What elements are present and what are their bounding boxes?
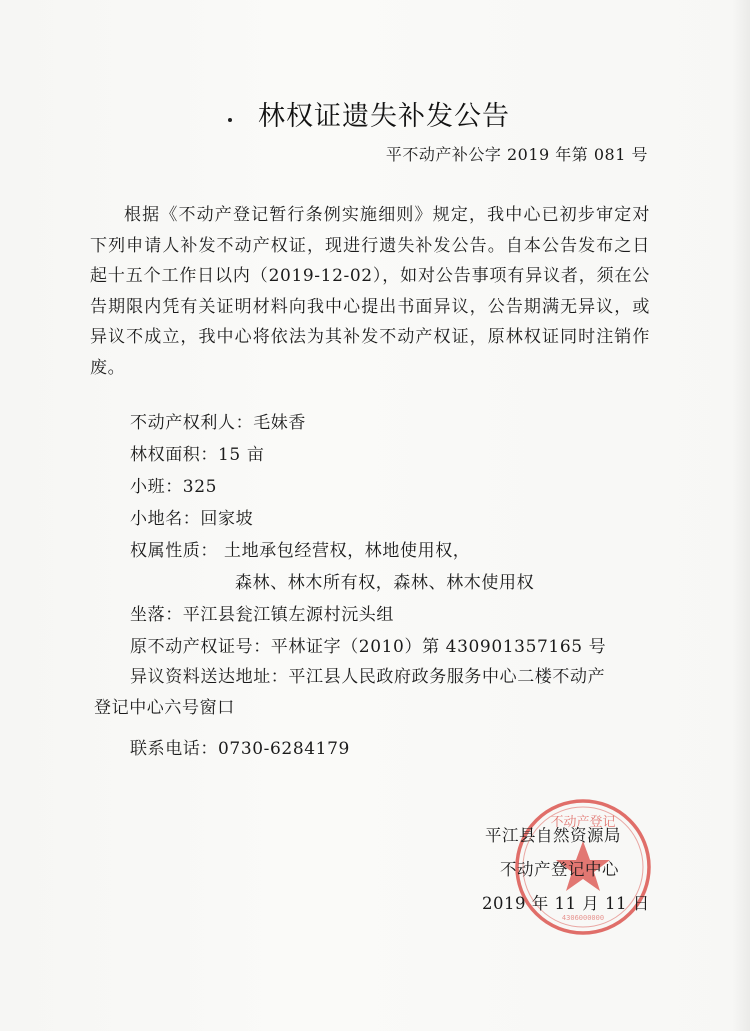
field-address: 异议资料送达地址：平江县人民政府政务服务中心二楼不动产登记中心六号窗口: [94, 667, 606, 718]
field-place: 小地名：回家坡: [130, 509, 254, 529]
signature-org-2: 不动产登记中心: [500, 860, 619, 879]
page-edge-shadow: [732, 0, 750, 1031]
field-location: 坐落：平江县瓮江镇左源村沅头组: [130, 605, 394, 625]
document-number: 平不动产补公字 2019 年第 081 号: [385, 145, 648, 164]
field-old-cert: 原不动产权证号：平林证字（2010）第 430901357165 号: [130, 637, 607, 657]
svg-text:4306000000: 4306000000: [561, 914, 605, 922]
field-plot: 小班：325: [130, 477, 218, 497]
ink-dot: [228, 118, 232, 122]
signature-org-1: 平江县自然资源局: [485, 826, 621, 845]
field-owner: 不动产权利人：毛妹香: [130, 413, 306, 433]
announcement-body: 根据《不动产登记暂行条例实施细则》规定，我中心已初步审定对下列申请人补发不动产权证，现进行遗失补发公告。自本公告发布之日起十五个工作日以内（2019-12-02），如对公告事项有异议者，须在公告期限内凭有关证明材料向我中心提出书面异议，公告期满无异议，或异议不成立，我中心将依法为其补发不动产权证，原林权证同时注销作废。: [90, 205, 650, 378]
field-area: 林权面积：15 亩: [130, 445, 265, 465]
field-nature-2: 森林、林木所有权，森林、林木使用权: [235, 573, 535, 593]
svg-text:不动产登记: 不动产登记: [550, 815, 616, 830]
page-title: 林权证遗失补发公告: [258, 101, 510, 132]
field-phone: 联系电话：0730-6284179: [130, 739, 350, 759]
signature-date: 2019 年 11 月 11 日: [482, 894, 650, 913]
field-nature-1: 权属性质： 土地承包经营权，林地使用权，: [130, 541, 471, 561]
